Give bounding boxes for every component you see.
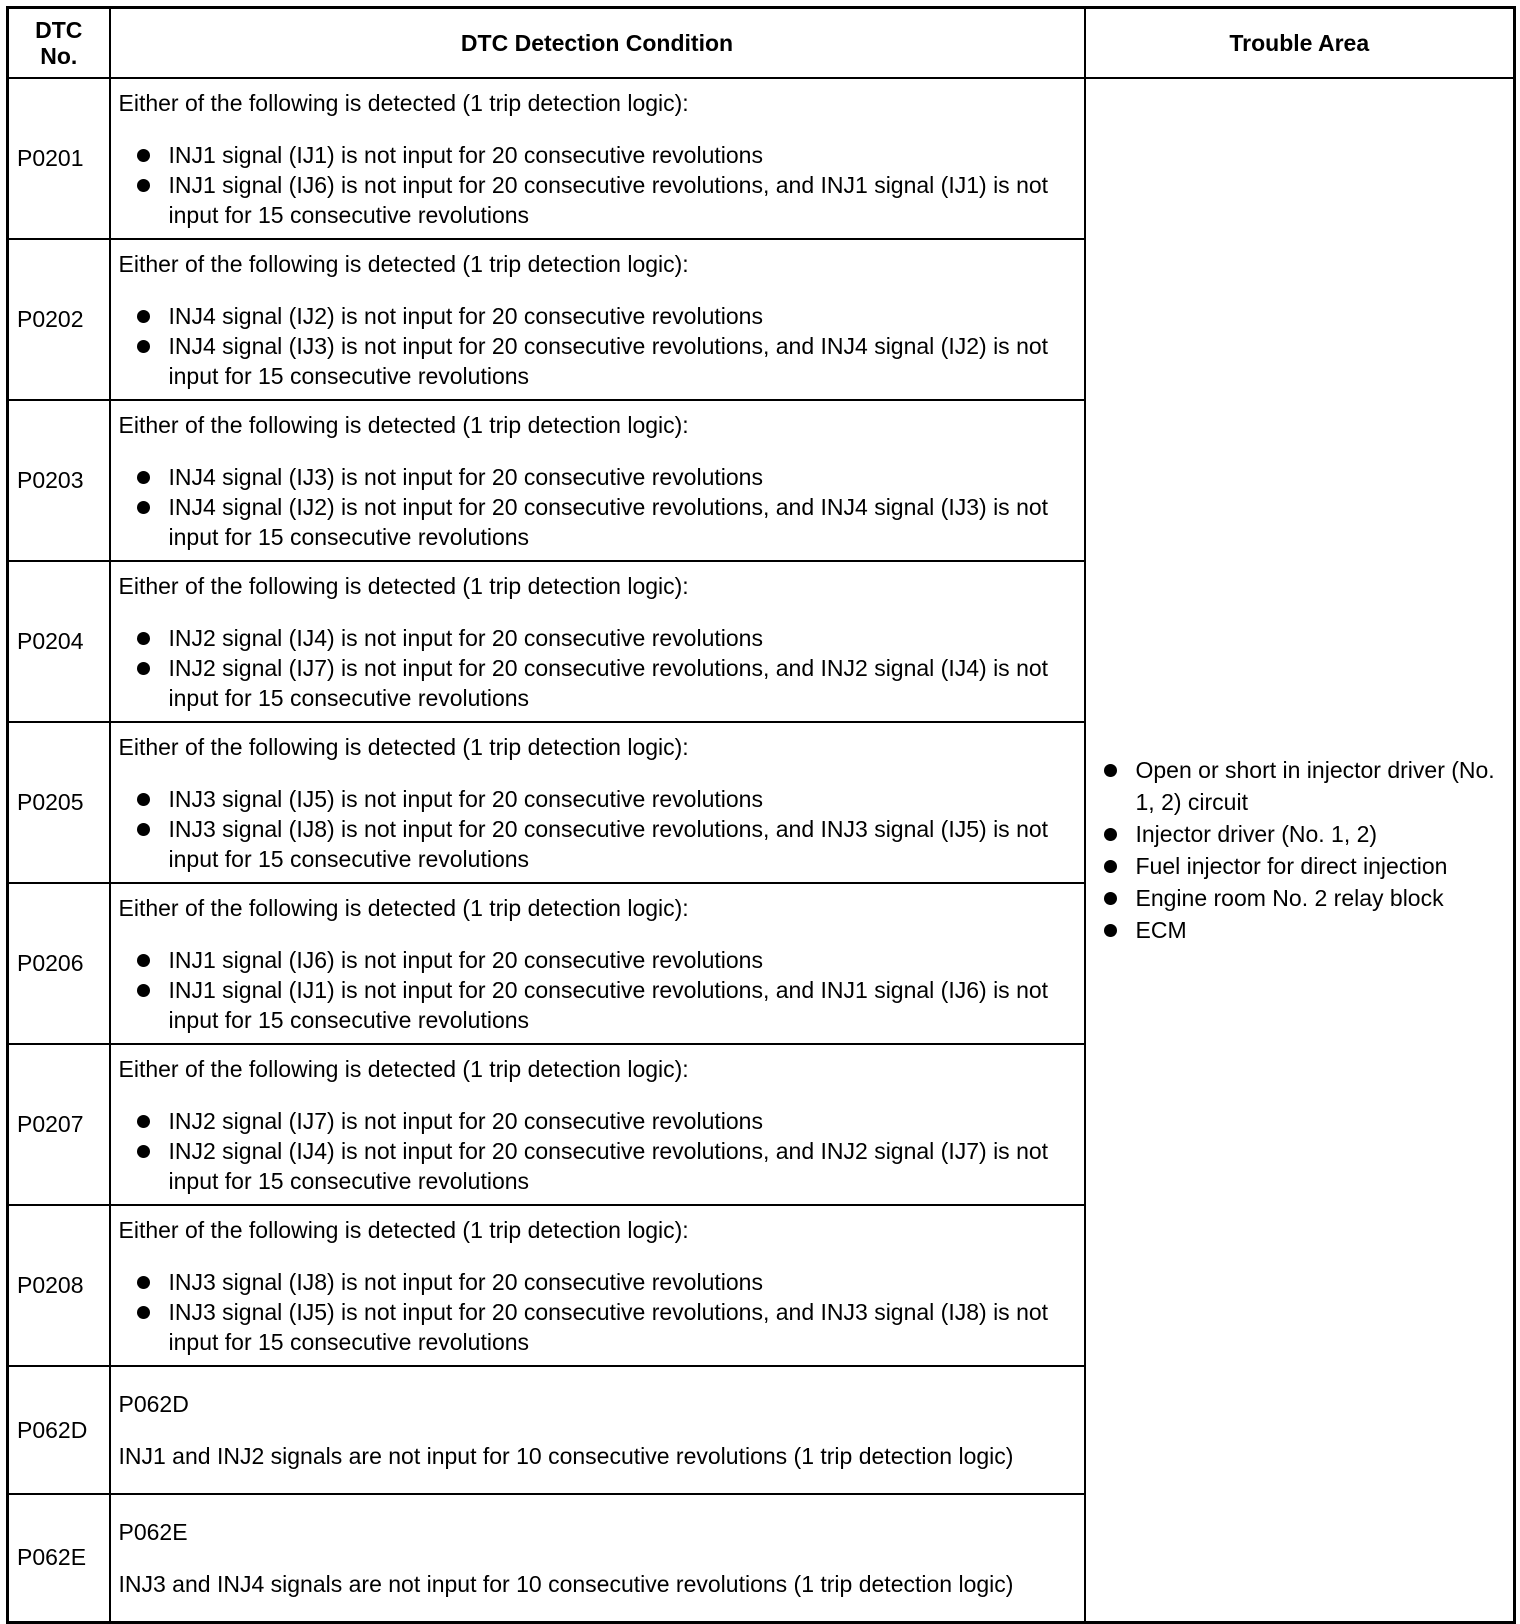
dtc-code: P0204	[8, 561, 110, 722]
list-item: INJ4 signal (IJ2) is not input for 20 consecutive revolutions	[119, 301, 1076, 331]
condition-list	[119, 462, 1076, 552]
header-condition: DTC Detection Condition	[110, 8, 1085, 79]
header-row	[8, 8, 1515, 79]
condition-intro: Either of the following is detected (1 trip detection logic):	[118, 89, 689, 116]
detection-condition	[110, 78, 1085, 239]
dtc-code: P0208	[8, 1205, 110, 1366]
list-item: INJ1 signal (IJ1) is not input for 20 consecutive revolutions, and INJ1 signal (IJ6) is not input for 15 consecutive revolutions	[119, 975, 1076, 1035]
list-item: INJ4 signal (IJ3) is not input for 20 consecutive revolutions	[119, 462, 1076, 492]
dtc-code: P0206	[8, 883, 110, 1044]
list-item: INJ2 signal (IJ4) is not input for 20 consecutive revolutions, and INJ2 signal (IJ7) is not input for 15 consecutive revolutions	[119, 1136, 1076, 1196]
condition-text: INJ1 and INJ2 signals are not input for 10 consecutive revolutions (1 trip detection logic)	[118, 1443, 1014, 1469]
detection-condition	[110, 1366, 1085, 1494]
dtc-code: P0203	[8, 400, 110, 561]
header-dtc-no	[8, 8, 110, 79]
condition-intro: Either of the following is detected (1 trip detection logic):	[118, 1216, 689, 1243]
header-trouble-area: Trouble Area	[1085, 8, 1515, 79]
header-dtc-no-line1: DTC	[35, 17, 83, 43]
list-item: INJ1 signal (IJ6) is not input for 20 consecutive revolutions, and INJ1 signal (IJ1) is not input for 15 consecutive revolutions	[119, 170, 1076, 230]
condition-list	[119, 945, 1076, 1035]
condition-intro: Either of the following is detected (1 trip detection logic):	[118, 250, 689, 277]
detection-condition	[110, 239, 1085, 400]
list-item: Injector driver (No. 1, 2)	[1094, 818, 1506, 850]
list-item: INJ3 signal (IJ8) is not input for 20 consecutive revolutions, and INJ3 signal (IJ5) is not input for 15 consecutive revolutions	[119, 814, 1076, 874]
list-item: INJ4 signal (IJ3) is not input for 20 consecutive revolutions, and INJ4 signal (IJ2) is not input for 15 consecutive revolutions	[119, 331, 1076, 391]
dtc-table	[6, 6, 1516, 1624]
table-row	[8, 78, 1515, 239]
trouble-area-list	[1094, 754, 1506, 946]
dtc-code: P062E	[8, 1494, 110, 1622]
spacer	[119, 1547, 1076, 1569]
condition-text: INJ3 and INJ4 signals are not input for 10 consecutive revolutions (1 trip detection logic)	[118, 1570, 1014, 1597]
condition-list	[119, 623, 1076, 713]
list-item: Fuel injector for direct injection	[1094, 850, 1506, 882]
list-item: INJ3 signal (IJ5) is not input for 20 consecutive revolutions, and INJ3 signal (IJ8) is not input for 15 consecutive revolutions	[119, 1297, 1076, 1357]
condition-intro: Either of the following is detected (1 trip detection logic):	[118, 572, 689, 599]
condition-intro: P062E	[118, 1518, 188, 1545]
detection-condition	[110, 561, 1085, 722]
condition-intro: Either of the following is detected (1 trip detection logic):	[118, 894, 689, 921]
detection-condition	[110, 722, 1085, 883]
condition-intro: P062D	[118, 1391, 189, 1417]
condition-intro: Either of the following is detected (1 trip detection logic):	[118, 1055, 689, 1082]
dtc-code: P062D	[8, 1366, 110, 1494]
condition-intro: Either of the following is detected (1 trip detection logic):	[118, 411, 689, 438]
dtc-code: P0205	[8, 722, 110, 883]
detection-condition	[110, 1044, 1085, 1205]
trouble-area-cell	[1085, 78, 1515, 1622]
dtc-code: P0201	[8, 78, 110, 239]
dtc-code: P0202	[8, 239, 110, 400]
list-item: INJ3 signal (IJ8) is not input for 20 consecutive revolutions	[119, 1267, 1076, 1297]
list-item: INJ2 signal (IJ4) is not input for 20 consecutive revolutions	[119, 623, 1076, 653]
condition-list	[119, 301, 1076, 391]
condition-intro: Either of the following is detected (1 trip detection logic):	[118, 733, 689, 760]
condition-list	[119, 140, 1076, 230]
condition-list	[119, 1267, 1076, 1357]
spacer	[119, 1419, 1076, 1441]
list-item: ECM	[1094, 914, 1506, 946]
list-item: INJ1 signal (IJ6) is not input for 20 consecutive revolutions	[119, 945, 1076, 975]
list-item: INJ1 signal (IJ1) is not input for 20 consecutive revolutions	[119, 140, 1076, 170]
detection-condition	[110, 1494, 1085, 1622]
detection-condition	[110, 1205, 1085, 1366]
header-dtc-no-line2: No.	[40, 43, 78, 69]
list-item: INJ2 signal (IJ7) is not input for 20 consecutive revolutions	[119, 1106, 1076, 1136]
detection-condition	[110, 400, 1085, 561]
list-item: INJ4 signal (IJ2) is not input for 20 consecutive revolutions, and INJ4 signal (IJ3) is not input for 15 consecutive revolutions	[119, 492, 1076, 552]
detection-condition	[110, 883, 1085, 1044]
dtc-table-container	[6, 6, 1516, 1624]
list-item: INJ2 signal (IJ7) is not input for 20 consecutive revolutions, and INJ2 signal (IJ4) is not input for 15 consecutive revolutions	[119, 653, 1076, 713]
list-item: INJ3 signal (IJ5) is not input for 20 consecutive revolutions	[119, 784, 1076, 814]
condition-list	[119, 784, 1076, 874]
dtc-code: P0207	[8, 1044, 110, 1205]
list-item: Open or short in injector driver (No. 1, 2) circuit	[1094, 754, 1506, 818]
condition-list	[119, 1106, 1076, 1196]
list-item: Engine room No. 2 relay block	[1094, 882, 1506, 914]
